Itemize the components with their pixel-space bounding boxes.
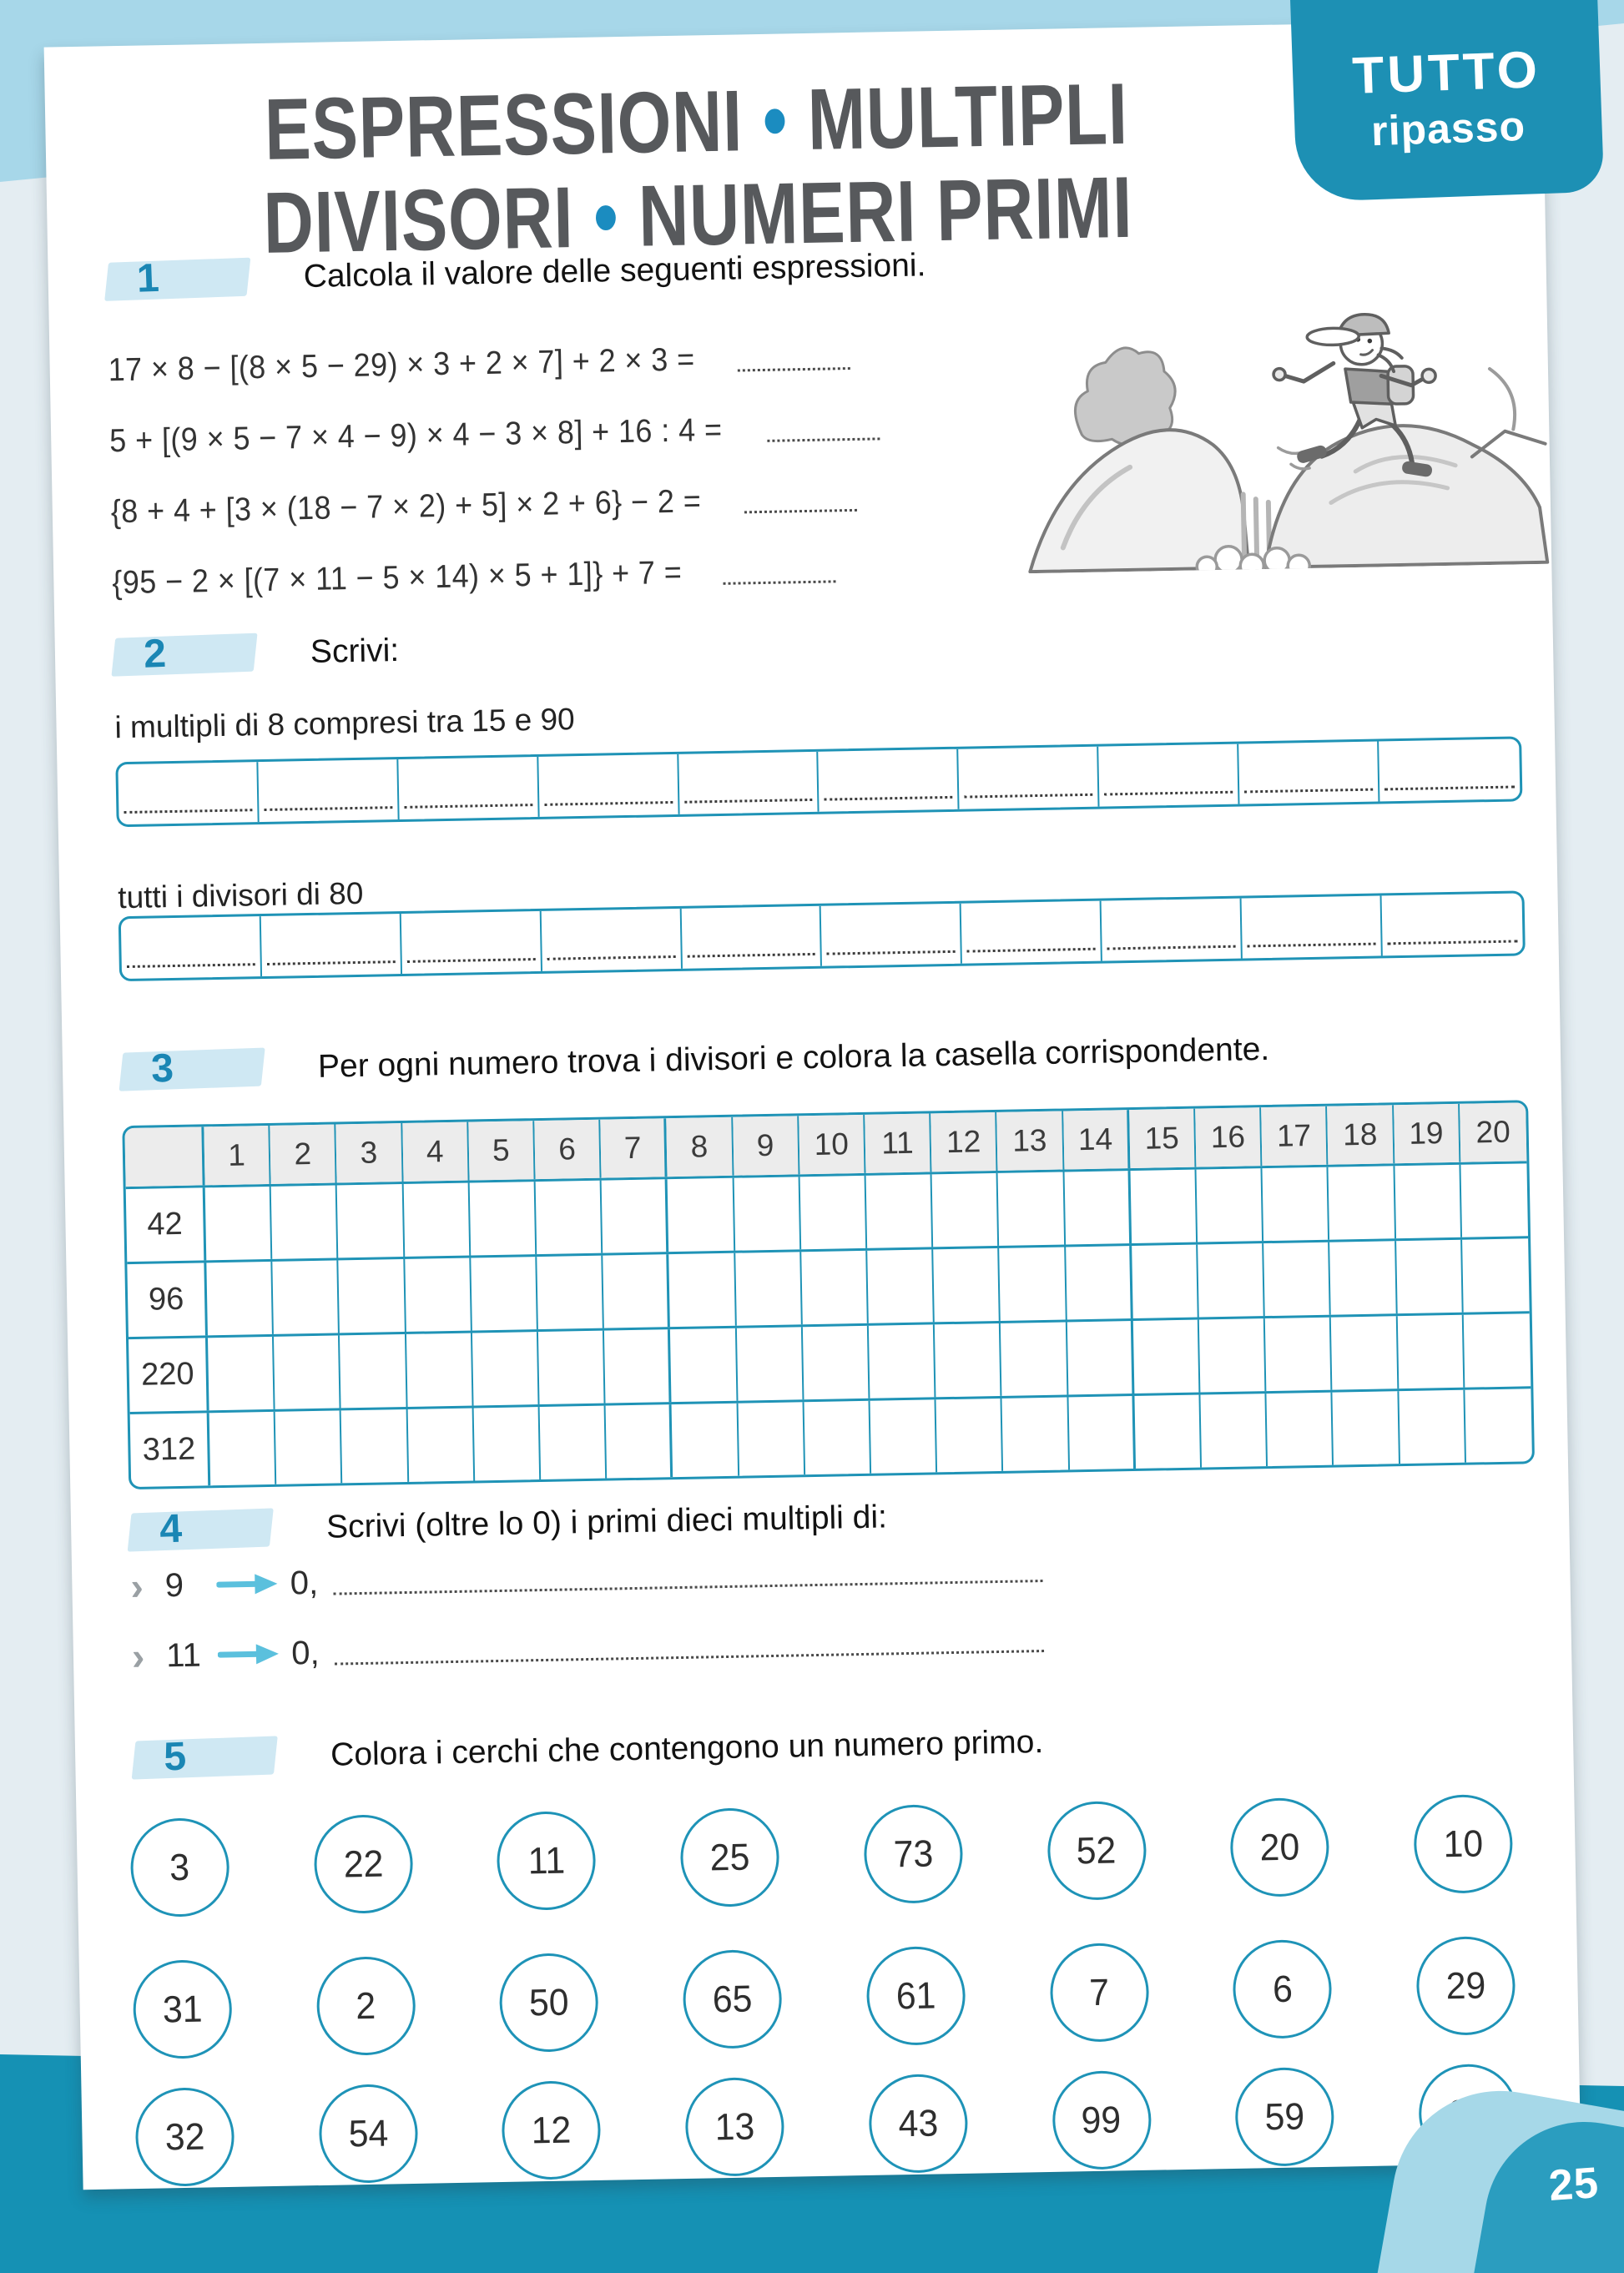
base-number: 9 xyxy=(164,1566,184,1604)
table-column-header: 8 xyxy=(667,1117,734,1177)
answer-cell[interactable] xyxy=(258,759,399,822)
table-column-header: 11 xyxy=(865,1113,931,1172)
answer-dotted-line xyxy=(264,806,392,811)
number-circle[interactable] xyxy=(497,1811,597,1911)
sequence-start: 0, xyxy=(290,1564,319,1602)
divisor-cell[interactable] xyxy=(1267,1393,1334,1466)
answer-cell[interactable] xyxy=(1242,895,1383,958)
page-number: 25 xyxy=(1547,2158,1601,2211)
divisor-cell[interactable] xyxy=(536,1181,603,1254)
divisor-cell[interactable] xyxy=(339,1259,406,1333)
number-circle[interactable] xyxy=(868,2074,968,2174)
answer-cell[interactable] xyxy=(538,754,679,817)
exercise-number: 3 xyxy=(150,1046,174,1091)
table-column-header: 14 xyxy=(1063,1110,1130,1169)
divisor-cell[interactable] xyxy=(1265,1318,1333,1391)
number-circle[interactable] xyxy=(315,1956,416,2056)
divisor-cell[interactable] xyxy=(867,1249,935,1323)
exercise4-label: Scrivi (oltre lo 0) i primi dieci multipli di: xyxy=(325,1499,888,1545)
number-circle[interactable] xyxy=(313,1814,413,1914)
circle-number: 99 xyxy=(1081,2098,1122,2142)
answer-dotted-line xyxy=(965,794,1093,799)
divisor-cell[interactable] xyxy=(1330,1241,1398,1314)
table-column-header: 5 xyxy=(468,1121,535,1180)
answer-cell[interactable] xyxy=(678,752,820,814)
divisor-cell[interactable] xyxy=(1465,1388,1532,1462)
divisor-cell[interactable] xyxy=(1130,1170,1198,1243)
answer-cell[interactable] xyxy=(261,914,402,976)
divisor-cell[interactable] xyxy=(471,1257,538,1330)
number-circle[interactable] xyxy=(865,1946,966,2046)
circle-number: 7 xyxy=(1088,1970,1110,2014)
answer-dotted-line xyxy=(407,958,536,963)
divisor-cell[interactable] xyxy=(1133,1320,1201,1394)
exercise1-number-tag xyxy=(104,255,250,301)
answer-dotted-line xyxy=(1107,945,1236,950)
expression-text: {8 + 4 + [3 × (18 − 7 × 2) + 5] × 2 + 6} − 2 = xyxy=(110,482,702,530)
divisor-cell[interactable] xyxy=(1196,1168,1263,1242)
table-column-header: 1 xyxy=(204,1126,270,1185)
divisor-cell[interactable] xyxy=(804,1401,871,1474)
divisor-cell[interactable] xyxy=(274,1335,341,1409)
tutto-ripasso-badge xyxy=(1290,0,1605,202)
answer-cell[interactable] xyxy=(1379,738,1520,801)
divisor-cell[interactable] xyxy=(1395,1165,1462,1238)
table-column-header: 20 xyxy=(1460,1102,1526,1162)
worksheet-page xyxy=(44,20,1581,2190)
circle-number: 59 xyxy=(1264,2094,1305,2139)
divisor-cell[interactable] xyxy=(1333,1391,1400,1464)
chevron-bullet-icon: › xyxy=(131,1634,145,1679)
divisor-cell[interactable] xyxy=(1198,1243,1265,1317)
divisor-cell[interactable] xyxy=(472,1332,540,1405)
divisor-cell[interactable] xyxy=(1462,1238,1530,1312)
page-title xyxy=(45,63,1350,275)
circle-number: 50 xyxy=(528,1980,570,2024)
divisor-cell[interactable] xyxy=(208,1337,275,1410)
table-column-header: 18 xyxy=(1328,1105,1395,1164)
divisor-cell[interactable] xyxy=(1064,1171,1132,1244)
table-column-header: 4 xyxy=(402,1122,469,1182)
divisor-cell[interactable] xyxy=(932,1173,1000,1247)
base-number: 11 xyxy=(165,1636,202,1674)
circle-number: 11 xyxy=(527,1838,566,1882)
title-word: NUMERI PRIMI xyxy=(638,159,1134,265)
answer-cell[interactable] xyxy=(821,904,962,966)
multiples-prompt: i multipli di 8 compresi tra 15 e 90 xyxy=(114,702,575,745)
exercise5-number-tag xyxy=(132,1736,278,1779)
divisor-cell[interactable] xyxy=(406,1333,474,1407)
divisor-cell[interactable] xyxy=(1066,1246,1133,1319)
ribbon-line1: TUTTO xyxy=(1351,40,1542,105)
divisor-cell[interactable] xyxy=(540,1406,608,1479)
number-circle[interactable] xyxy=(1230,1797,1330,1898)
divisor-cell[interactable] xyxy=(803,1326,870,1399)
arrow-right-icon xyxy=(216,1572,279,1596)
divisor-cell[interactable] xyxy=(935,1323,1002,1397)
exercise5-label: Colora i cerchi che contengono un numero primo. xyxy=(330,1724,1044,1773)
number-circle[interactable] xyxy=(863,1804,963,1904)
number-circle[interactable] xyxy=(502,2080,602,2180)
divisor-cell[interactable] xyxy=(869,1324,936,1398)
circle-number: 13 xyxy=(714,2104,755,2149)
table-column-header: 3 xyxy=(336,1123,403,1182)
table-corner-cell xyxy=(124,1126,204,1187)
divisor-cell[interactable] xyxy=(799,1176,867,1249)
number-circle[interactable] xyxy=(1233,1939,1333,2039)
answer-dotted-line xyxy=(267,960,396,965)
table-row-label: 96 xyxy=(127,1262,208,1337)
divisor-cell[interactable] xyxy=(998,1172,1066,1245)
divisors-table xyxy=(122,1100,1535,1489)
divisor-cell[interactable] xyxy=(341,1409,409,1483)
table-column-header: 6 xyxy=(534,1120,601,1179)
exercise2-number-tag xyxy=(111,633,257,677)
divisor-cell[interactable] xyxy=(1068,1396,1136,1469)
number-circle[interactable] xyxy=(133,1959,233,2059)
answer-dotted-line[interactable] xyxy=(723,557,836,584)
divisor-cell[interactable] xyxy=(340,1334,407,1408)
circle-number: 31 xyxy=(162,1987,203,2031)
answer-cell[interactable] xyxy=(1102,899,1243,961)
exercise5-header xyxy=(134,1723,1044,1778)
circle-number: 29 xyxy=(1445,1963,1486,2008)
divisor-cell[interactable] xyxy=(469,1182,537,1255)
exercise2-header xyxy=(113,632,400,675)
divisor-cell[interactable] xyxy=(1200,1394,1268,1467)
number-circle[interactable] xyxy=(1413,1794,1513,1894)
table-column-header: 15 xyxy=(1129,1109,1196,1168)
divisor-cell[interactable] xyxy=(738,1402,805,1475)
answer-dotted-line xyxy=(124,809,252,814)
answer-cell[interactable] xyxy=(398,757,539,819)
answer-dotted-line[interactable] xyxy=(334,1627,1043,1666)
exercise-number: 5 xyxy=(163,1734,188,1780)
exercise2-label: Scrivi: xyxy=(310,632,400,670)
divisor-cell[interactable] xyxy=(1460,1163,1528,1237)
table-column-header: 17 xyxy=(1261,1106,1328,1166)
divisor-cell[interactable] xyxy=(205,1187,273,1260)
title-dot-icon: • xyxy=(593,169,620,266)
divisor-cell[interactable] xyxy=(606,1404,673,1478)
divisor-cell[interactable] xyxy=(206,1262,274,1335)
answer-dotted-line xyxy=(687,953,815,958)
answer-dotted-line xyxy=(1248,943,1376,948)
divisor-cell[interactable] xyxy=(1067,1321,1134,1394)
circle-number: 25 xyxy=(709,1835,750,1879)
answer-dotted-line[interactable] xyxy=(737,345,850,371)
answer-dotted-line xyxy=(544,801,673,806)
answer-dotted-line xyxy=(404,804,532,809)
divisor-cell[interactable] xyxy=(1001,1322,1068,1395)
divisor-cell[interactable] xyxy=(669,1253,737,1327)
answer-dotted-line[interactable] xyxy=(767,415,880,441)
divisor-cell[interactable] xyxy=(1132,1245,1199,1318)
answer-cell[interactable] xyxy=(681,906,822,969)
divisor-cell[interactable] xyxy=(473,1407,541,1480)
number-circle[interactable] xyxy=(134,2087,235,2187)
divisor-cell[interactable] xyxy=(870,1399,937,1473)
number-circle[interactable] xyxy=(1049,1943,1149,2043)
circle-number: 73 xyxy=(893,1832,934,1876)
table-column-header: 9 xyxy=(733,1116,799,1175)
number-circle[interactable] xyxy=(1234,2067,1334,2167)
divisor-cell[interactable] xyxy=(209,1412,277,1485)
expression-text: {95 − 2 × [(7 × 11 − 5 × 14) × 5 + 1]} + 7 = xyxy=(111,554,683,601)
divisor-cell[interactable] xyxy=(1331,1316,1399,1389)
answer-cell[interactable] xyxy=(118,762,259,824)
answer-cell[interactable] xyxy=(121,916,262,979)
divisor-cell[interactable] xyxy=(936,1399,1004,1472)
divisor-cell[interactable] xyxy=(537,1256,604,1329)
divisor-cell[interactable] xyxy=(1002,1397,1070,1470)
exercise-number: 2 xyxy=(143,631,167,677)
multiples-answer-box xyxy=(115,736,1522,827)
divisor-cell[interactable] xyxy=(933,1248,1001,1322)
number-circle[interactable] xyxy=(318,2084,418,2184)
divisor-cell[interactable] xyxy=(273,1260,340,1333)
divisor-cell[interactable] xyxy=(1000,1247,1067,1320)
divisor-cell[interactable] xyxy=(1199,1318,1267,1392)
number-circle[interactable] xyxy=(684,2077,784,2177)
table-row-label: 312 xyxy=(130,1413,211,1487)
exercise3-label: Per ogni numero trova i divisori e colora la casella corrispondente. xyxy=(317,1031,1270,1085)
circle-number: 43 xyxy=(897,2101,939,2145)
table-column-header: 16 xyxy=(1195,1107,1262,1167)
divisor-cell[interactable] xyxy=(801,1251,869,1324)
answer-cell[interactable] xyxy=(959,747,1100,809)
circle-number: 10 xyxy=(1443,1822,1484,1866)
number-circle[interactable] xyxy=(1415,1936,1516,2036)
exercise-number: 4 xyxy=(159,1506,184,1552)
circle-number: 6 xyxy=(1272,1967,1294,2011)
expression-text: 5 + [(9 × 5 − 7 × 4 − 9) × 4 − 3 × 8] + 16 : 4 = xyxy=(108,411,723,459)
table-column-header: 7 xyxy=(600,1118,667,1177)
circle-row-1 xyxy=(130,1794,1514,1918)
divisor-cell[interactable] xyxy=(271,1185,339,1258)
running-kid-illustration xyxy=(1000,289,1556,574)
divisor-cell[interactable] xyxy=(736,1327,804,1400)
circle-number: 12 xyxy=(531,2108,572,2152)
multiples-of-9-row xyxy=(130,1548,1042,1608)
arrow-right-icon xyxy=(218,1642,280,1666)
title-word: MULTIPLI xyxy=(806,65,1129,169)
circle-number: 52 xyxy=(1076,1828,1117,1872)
divisor-cell[interactable] xyxy=(668,1178,735,1252)
title-word: ESPRESSIONI xyxy=(264,73,744,179)
sequence-start: 0, xyxy=(290,1634,320,1672)
table-column-header: 12 xyxy=(931,1112,997,1172)
number-circle[interactable] xyxy=(680,1807,780,1908)
exercise-number: 1 xyxy=(135,255,160,301)
answer-cell[interactable] xyxy=(1382,893,1523,955)
circle-row-2 xyxy=(133,1936,1516,2059)
answer-dotted-line[interactable] xyxy=(333,1557,1042,1595)
answer-dotted-line xyxy=(827,950,956,955)
answer-dotted-line xyxy=(1388,940,1518,945)
expression-text: 17 × 8 − [(8 × 5 − 29) × 3 + 2 × 7] + 2 × 3 = xyxy=(108,340,695,388)
answer-cell[interactable] xyxy=(401,911,542,974)
divisor-cell[interactable] xyxy=(735,1252,803,1325)
divisor-cell[interactable] xyxy=(1464,1313,1531,1387)
number-circle[interactable] xyxy=(1047,1801,1147,1901)
divisor-cell[interactable] xyxy=(1396,1240,1464,1313)
divisor-cell[interactable] xyxy=(672,1404,739,1477)
divisors-prompt: tutti i divisori di 80 xyxy=(117,875,364,915)
answer-cell[interactable] xyxy=(961,901,1102,964)
number-circle[interactable] xyxy=(683,1949,783,2049)
circle-number: 61 xyxy=(895,1973,936,2018)
circle-number: 22 xyxy=(343,1842,384,1886)
table-row-label: 42 xyxy=(126,1187,207,1262)
number-circle[interactable] xyxy=(130,1817,230,1918)
chevron-bullet-icon: › xyxy=(129,1564,144,1609)
answer-cell[interactable] xyxy=(541,909,682,971)
divisor-cell[interactable] xyxy=(602,1179,669,1252)
answer-dotted-line xyxy=(967,948,1096,953)
divisor-cell[interactable] xyxy=(403,1183,471,1257)
exercise4-header xyxy=(129,1498,888,1550)
table-column-header: 10 xyxy=(799,1115,865,1174)
multiples-of-11-row xyxy=(132,1618,1044,1678)
circle-number: 54 xyxy=(347,2111,389,2155)
circle-number: 3 xyxy=(169,1845,190,1889)
divisor-cell[interactable] xyxy=(275,1410,343,1484)
answer-dotted-line xyxy=(1384,786,1515,791)
divisor-cell[interactable] xyxy=(1399,1390,1466,1464)
divisor-cell[interactable] xyxy=(538,1331,606,1404)
answer-cell[interactable] xyxy=(1238,741,1379,804)
exercise3-number-tag xyxy=(119,1048,265,1091)
number-circle[interactable] xyxy=(499,1953,599,2053)
divisor-cell[interactable] xyxy=(603,1254,670,1328)
divisor-cell[interactable] xyxy=(670,1328,738,1402)
circle-number: 20 xyxy=(1259,1825,1300,1869)
ribbon-line2: ripasso xyxy=(1370,102,1526,154)
answer-dotted-line xyxy=(547,955,675,960)
answer-dotted-line xyxy=(1105,791,1233,796)
divisor-cell[interactable] xyxy=(407,1409,475,1482)
exercise4-number-tag xyxy=(128,1508,274,1551)
answer-dotted-line[interactable] xyxy=(744,486,857,512)
exercise1-label: Calcola il valore delle seguenti espressioni. xyxy=(303,247,926,295)
number-circle[interactable] xyxy=(1052,2070,1152,2170)
divisor-cell[interactable] xyxy=(866,1174,934,1247)
table-row-label: 220 xyxy=(129,1338,209,1412)
divisor-cell[interactable] xyxy=(405,1258,472,1332)
divisor-cell[interactable] xyxy=(337,1184,405,1257)
table-column-header: 2 xyxy=(270,1124,337,1183)
divisor-cell[interactable] xyxy=(1397,1315,1465,1388)
table-column-header: 13 xyxy=(997,1111,1064,1170)
table-column-header: 19 xyxy=(1394,1104,1460,1163)
divisor-cell[interactable] xyxy=(1329,1166,1396,1239)
answer-dotted-line xyxy=(684,799,813,804)
circle-number: 2 xyxy=(356,1983,376,2028)
circle-number: 32 xyxy=(164,2114,205,2159)
title-dot-icon: • xyxy=(761,72,789,169)
circle-number: 65 xyxy=(712,1977,753,2021)
exercise3-header xyxy=(121,1031,1270,1090)
answer-dotted-line xyxy=(825,796,953,801)
divisor-cell[interactable] xyxy=(1263,1242,1331,1316)
answer-dotted-line xyxy=(127,963,255,968)
divisor-cell[interactable] xyxy=(1134,1395,1202,1469)
answer-cell[interactable] xyxy=(1098,744,1239,807)
divisor-cell[interactable] xyxy=(604,1329,672,1403)
divisor-cell[interactable] xyxy=(1263,1167,1330,1241)
divisor-cell[interactable] xyxy=(734,1177,801,1250)
title-word: DIVISORI xyxy=(262,169,575,272)
answer-cell[interactable] xyxy=(819,749,960,812)
answer-dotted-line xyxy=(1244,789,1373,794)
